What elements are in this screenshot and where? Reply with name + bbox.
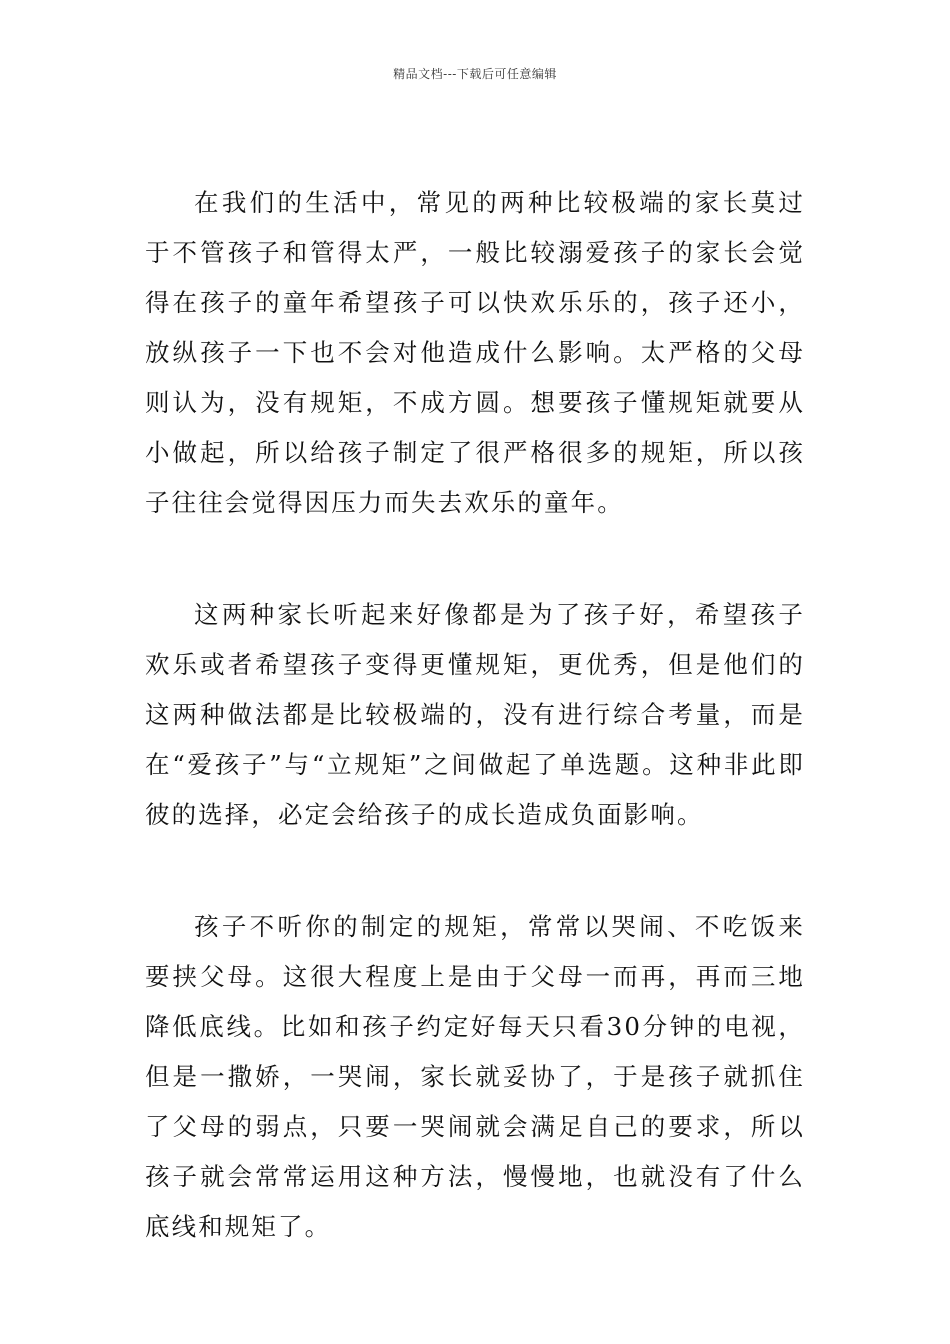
paragraph-1: 在我们的生活中，常见的两种比较极端的家长莫过于不管孩子和管得太严，一般比较溺爱孩子的家长会觉得在孩子的童年希望孩子可以快欢乐乐的，孩子还小，放纵孩子一下也不会对他造成什么影响。太严格的父母则认为，没有规矩，不成方圆。想要孩子懂规矩就要从小做起，所以给孩子制定了很严格很多的规矩，所以孩子往往会觉得因压力而失去欢乐的童年。 [145, 188, 805, 517]
document-body [145, 178, 805, 1314]
page-header: 精品文档---下载后可任意编辑 [393, 67, 557, 81]
paragraph-2: 这两种家长听起来好像都是为了孩子好，希望孩子欢乐或者希望孩子变得更懂规矩，更优秀，但是他们的这两种做法都是比较极端的，没有进行综合考量，而是在“爱孩子”与“立规矩”之间做起了单选题。这种非此即彼的选择，必定会给孩子的成长造成负面影响。 [145, 600, 805, 829]
paragraph-3: 孩子不听你的制定的规矩，常常以哭闹、不吃饭来要挟父母。这很大程度上是由于父母一而再，再而三地降低底线。比如和孩子约定好每天只看30分钟的电视，但是一撒娇，一哭闹，家长就妥协了，于是孩子就抓住了父母的弱点，只要一哭闹就会满足自己的要求，所以孩子就会常常运用这种方法，慢慢地，也就没有了什么底线和规矩了。 [145, 912, 805, 1241]
